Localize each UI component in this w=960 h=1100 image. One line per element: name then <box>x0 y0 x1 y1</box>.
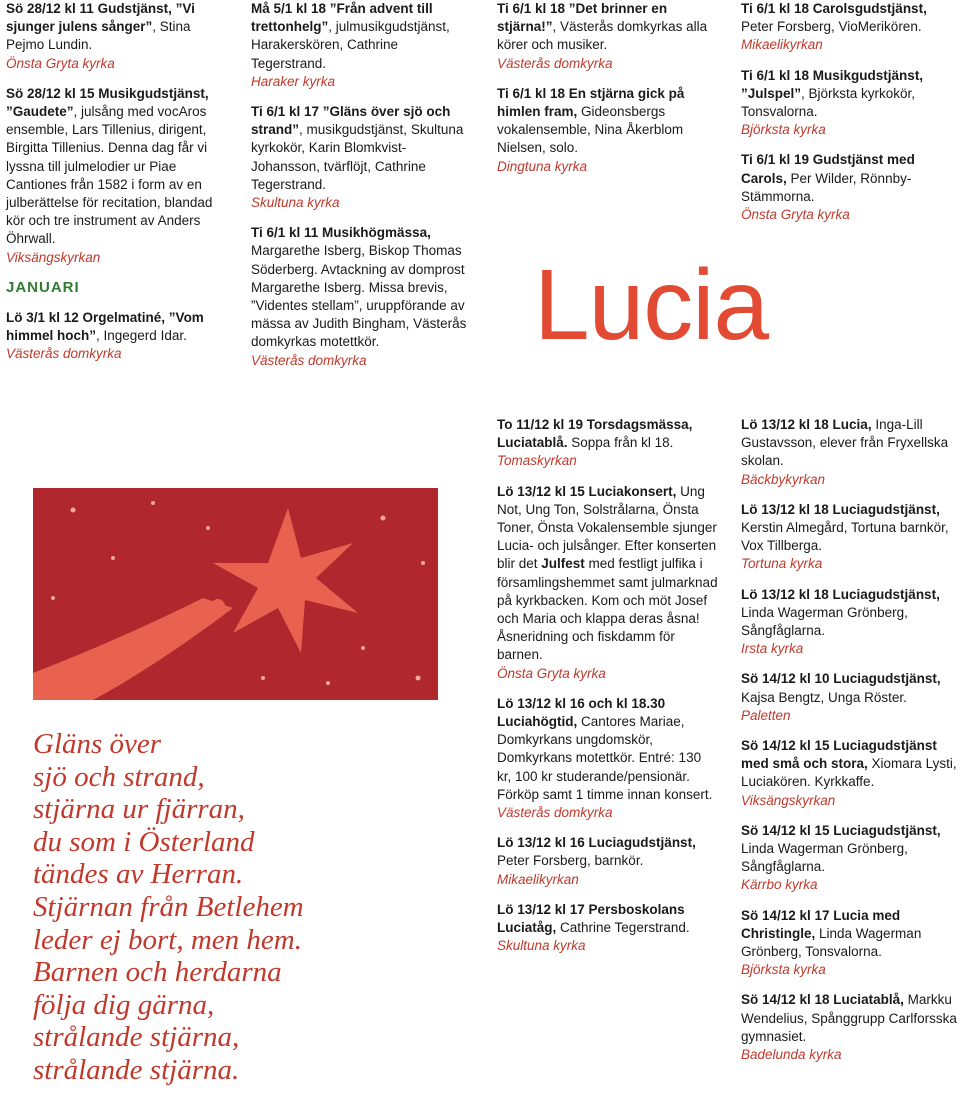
event-entry <box>6 85 226 267</box>
poem-line: leder ej bort, men hem. <box>33 923 302 956</box>
col1-entries <box>6 0 226 267</box>
poem-line: tändes av Herran. <box>33 858 244 891</box>
column-3-lower <box>497 416 719 967</box>
event-place: Önsta Gryta kyrka <box>497 665 606 681</box>
poem <box>33 728 304 1087</box>
event-text: Må 5/1 kl 18 ”Från advent till trettonhelg”, julmusikgudstjänst, Harakerskören, Cathrine Tegerstrand. <box>251 1 450 71</box>
shooting-star-icon <box>33 488 438 700</box>
event-text: Lö 13/12 kl 16 Luciagudstjänst, Peter Forsberg, barnkör. <box>497 835 696 869</box>
event-place: Tomaskyrkan <box>497 453 577 469</box>
event-entry <box>741 737 957 810</box>
event-place: Dingtuna kyrka <box>497 158 588 174</box>
poem-line: sjö och strand, <box>33 760 205 793</box>
poem-line: strålande stjärna, <box>33 1021 240 1054</box>
event-entry <box>497 85 719 176</box>
event-text: Lö 13/12 kl 16 och kl 18.30 Luciahögtid, Cantores Mariae, Domkyrkans ungdomskör, Domkyrkans motettkör. Entré: 130 kr, 100 kr studerande/pensionär. Förköp samt 1 timme innan konsert. <box>497 695 713 802</box>
event-text: Ti 6/1 kl 18 ”Det brinner en stjärna!”, Västerås domkyrkas alla körer och musiker. <box>497 1 708 53</box>
event-entry <box>741 822 957 895</box>
event-place: Viksängskyrkan <box>6 249 101 265</box>
event-place: Badelunda kyrka <box>741 1047 842 1063</box>
event-text: Ti 6/1 kl 18 Musikgudstjänst, ”Julspel”, Björksta kyrkokör, Tonsvalorna. <box>741 67 924 120</box>
col1-entries-2 <box>6 309 226 364</box>
event-place: Tortuna kyrka <box>741 556 823 572</box>
event-place: Västerås domkyrka <box>497 55 613 71</box>
poem-line: Barnen och herdarna <box>33 956 282 989</box>
col3-entries-2 <box>497 416 719 955</box>
col3-entries <box>497 0 719 176</box>
event-place: Irsta kyrka <box>741 641 804 657</box>
event-entry <box>741 501 957 574</box>
event-entry <box>497 0 719 73</box>
event-text: Sö 28/12 kl 15 Musikgudstjänst, ”Gaudete”, julsång med vocAros ensemble, Lars Tillenius, dirigent, Birgitta Tillenius. Denna dag får vi lyssna till julmelodier ur Piae Cantiones från 1582 i form av en julberättelse för recitation, blandad kör och tre instrument av Anders Öhrwall. <box>6 85 213 247</box>
event-entry <box>6 309 226 364</box>
event-place: Viksängskyrkan <box>741 792 836 808</box>
event-entry <box>497 834 719 889</box>
event-text: To 11/12 kl 19 Torsdagsmässa, Luciatablå. Soppa från kl 18. <box>497 417 693 451</box>
event-text: Lö 13/12 kl 18 Luciagudstjänst, Kerstin Almegård, Tortuna barnkör, Vox Tillberga. <box>741 501 949 554</box>
month-heading: JANUARI <box>6 278 80 296</box>
event-place: Kärrbo kyrka <box>741 877 818 893</box>
column-1 <box>6 0 226 376</box>
col4-entries-2 <box>741 416 957 1064</box>
event-entry <box>741 67 957 140</box>
event-place: Önsta Gryta kyrka <box>741 207 850 223</box>
event-place: Haraker kyrka <box>251 73 336 89</box>
event-entry <box>251 103 471 212</box>
event-text: Lö 13/12 kl 18 Luciagudstjänst, Linda Wagerman Grönberg, Sångfåglarna. <box>741 586 940 639</box>
poem-line: stjärna ur fjärran, <box>33 793 245 826</box>
event-text: Ti 6/1 kl 17 ”Gläns över sjö och strand”, musikgudstjänst, Skultuna kyrkokör, Karin Blomkvist-Johansson, tvärflöjt, Cathrine Tegerstrand. <box>251 104 464 192</box>
event-place: Västerås domkyrka <box>6 346 122 362</box>
column-4 <box>741 0 957 236</box>
event-entry <box>741 416 957 489</box>
event-entry <box>497 695 719 822</box>
col2-entries <box>251 0 471 370</box>
event-text: Lö 13/12 kl 15 Luciakonsert, Ung Not, Ung Ton, Solstrålarna, Önsta Toner, Önsta Vokalensemble sjunger Lucia- och julsånger. Efter konserten blir det Julfest med festligt julfika i församlingshemmet samt julmarknad på kyrkbacken. Kom och möt Josef och Maria och klappa deras åsna! Åsneridning och fiskdamm för barnen. <box>497 483 718 663</box>
event-text: Lö 13/12 kl 18 Lucia, Inga-Lill Gustavsson, elever från Fryxellska skolan. <box>741 417 949 469</box>
event-place: Bäckbykyrkan <box>741 471 826 487</box>
event-place: Björksta kyrka <box>741 962 826 978</box>
event-text: Sö 14/12 kl 10 Luciagudstjänst, Kajsa Bengtz, Unga Röster. <box>741 671 941 705</box>
poem-line: du som i Österland <box>33 825 255 858</box>
event-text: Ti 6/1 kl 18 Carolsgudstjänst, Peter Forsberg, VioMerikören. <box>741 1 927 35</box>
event-place: Paletten <box>741 707 791 723</box>
event-entry <box>497 483 719 683</box>
event-entry <box>741 907 957 980</box>
event-entry <box>741 670 957 725</box>
event-text: Lö 13/12 kl 17 Persboskolans Luciatåg, Cathrine Tegerstrand. <box>497 901 690 936</box>
event-text: Sö 14/12 kl 17 Lucia med Christingle, Linda Wagerman Grönberg, Tonsvalorna. <box>741 907 922 960</box>
event-place: Mikaelikyrkan <box>497 871 579 887</box>
shooting-star-illustration <box>33 488 438 700</box>
event-text: Ti 6/1 kl 11 Musikhögmässa, Margarethe Isberg, Biskop Thomas Söderberg. Avtackning av domprost Margarethe Isberg. Missa brevis, ”Videntes stellam”, uruppförande av mässa av Judith Bingham, Västerås domkyrkas motettkör. <box>251 225 467 350</box>
event-place: Skultuna kyrka <box>497 938 586 954</box>
event-place: Västerås domkyrka <box>251 352 367 368</box>
event-place: Skultuna kyrka <box>251 195 340 211</box>
event-text: Sö 14/12 kl 15 Luciagudstjänst, Linda Wagerman Grönberg, Sångfåglarna. <box>741 822 941 875</box>
event-text: Sö 14/12 kl 18 Luciatablå, Markku Wendelius, Spånggrupp Carlforsska gymnasiet. <box>741 992 957 1044</box>
event-text: Ti 6/1 kl 19 Gudstjänst med Carols, Per Wilder, Rönnby-Stämmorna. <box>741 152 915 204</box>
event-text: Sö 14/12 kl 15 Luciagudstjänst med små och stora, Xiomara Lysti, Luciakören. Kyrkkaffe. <box>741 738 957 790</box>
event-text: Sö 28/12 kl 11 Gudstjänst, ”Vi sjunger julens sånger”, Stina Pejmo Lundin. <box>6 1 195 53</box>
event-entry <box>741 151 957 224</box>
event-place: Västerås domkyrka <box>497 805 613 821</box>
event-entry <box>6 0 226 73</box>
event-entry <box>497 901 719 956</box>
column-3 <box>497 0 719 188</box>
event-entry <box>741 0 957 55</box>
section-title-lucia: Lucia <box>534 249 769 361</box>
column-2 <box>251 0 471 382</box>
event-entry <box>741 586 957 659</box>
event-place: Önsta Gryta kyrka <box>6 55 115 71</box>
event-text: Lö 3/1 kl 12 Orgelmatiné, ”Vom himmel hoch”, Ingegerd Idar. <box>6 310 204 344</box>
poem-line: Gläns över <box>33 728 162 760</box>
event-place: Mikaelikyrkan <box>741 37 823 53</box>
event-text: Ti 6/1 kl 18 En stjärna gick på himlen fram, Gideonsbergs vokalensemble, Nina Åkerblom Nielsen, solo. <box>497 85 685 156</box>
poem-line: strålande stjärna. <box>33 1053 240 1086</box>
event-entry <box>251 224 471 370</box>
event-place: Björksta kyrka <box>741 122 826 138</box>
event-entry <box>497 416 719 471</box>
poem-line: följa dig gärna, <box>33 988 215 1021</box>
event-entry <box>741 991 957 1064</box>
column-4-lower <box>741 416 957 1076</box>
poem-line: Stjärnan från Betlehem <box>33 890 304 923</box>
event-entry <box>251 0 471 91</box>
col4-entries <box>741 0 957 224</box>
